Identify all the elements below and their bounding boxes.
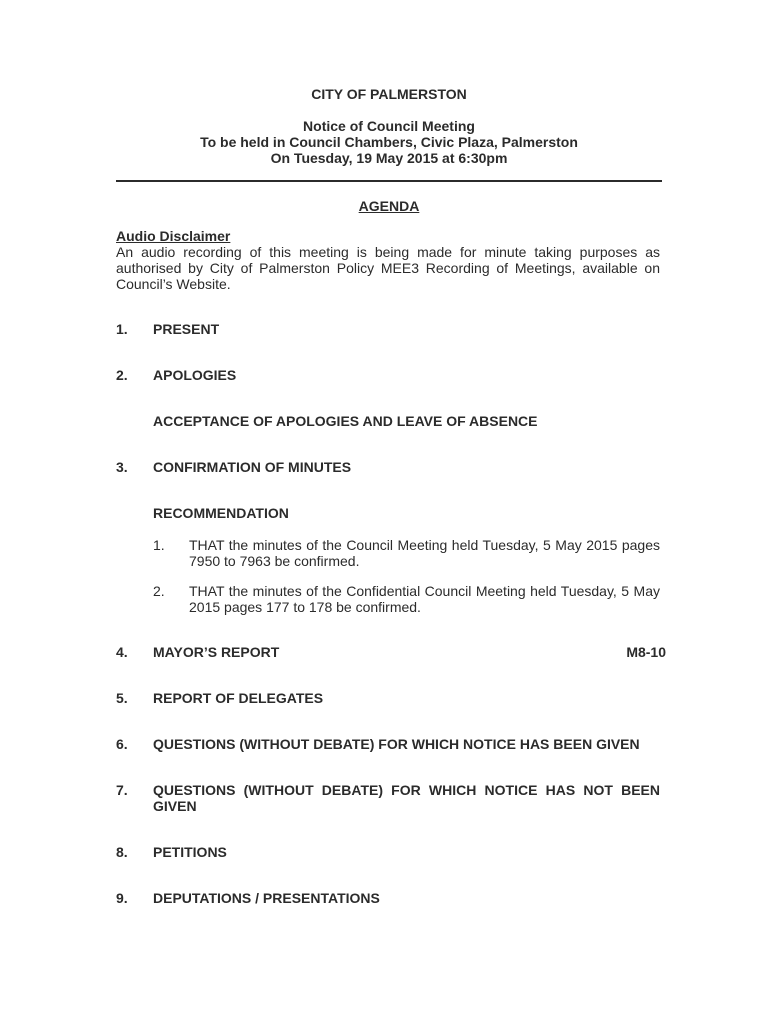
notice-title: Notice of Council Meeting (303, 118, 475, 134)
meeting-location: To be held in Council Chambers, Civic Plaza, Palmerston (200, 134, 578, 150)
item-2-number: 2. (116, 367, 128, 383)
recommendation-1-text: THAT the minutes of the Council Meeting held Tuesday, 5 May 2015 pages 7950 to 7963 be confirmed. (189, 537, 660, 569)
item-9-number: 9. (116, 890, 128, 906)
item-1-title: PRESENT (153, 321, 220, 337)
recommendation-heading: RECOMMENDATION (153, 505, 289, 521)
recommendation-1-number: 1. (153, 537, 165, 553)
item-4-number: 4. (116, 644, 128, 660)
recommendation-2-number: 2. (153, 583, 165, 599)
item-3-title: CONFIRMATION OF MINUTES (153, 459, 352, 475)
item-8-number: 8. (116, 844, 128, 860)
item-2-subheading: ACCEPTANCE OF APOLOGIES AND LEAVE OF ABSENCE (153, 413, 538, 429)
item-7-title: QUESTIONS (WITHOUT DEBATE) FOR WHICH NOTICE HAS NOT BEEN GIVEN (153, 782, 660, 814)
recommendation-2-text: THAT the minutes of the Confidential Council Meeting held Tuesday, 5 May 2015 pages 177 to 178 be confirmed. (189, 583, 660, 615)
item-8-title: PETITIONS (153, 844, 227, 860)
disclaimer-heading: Audio Disclaimer (116, 228, 231, 244)
item-5-title: REPORT OF DELEGATES (153, 690, 324, 706)
item-4-title: MAYOR’S REPORT (153, 644, 280, 660)
header-divider (116, 180, 662, 182)
item-1-number: 1. (116, 321, 128, 337)
item-6-number: 6. (116, 736, 128, 752)
item-9-title: DEPUTATIONS / PRESENTATIONS (153, 890, 380, 906)
meeting-datetime: On Tuesday, 19 May 2015 at 6:30pm (270, 150, 508, 166)
item-2-title: APOLOGIES (153, 367, 237, 383)
agenda-heading: AGENDA (358, 198, 420, 214)
item-3-number: 3. (116, 459, 128, 475)
item-4-reference: M8-10 (626, 644, 666, 660)
item-7-number: 7. (116, 782, 128, 798)
org-title: CITY OF PALMERSTON (311, 86, 467, 102)
item-5-number: 5. (116, 690, 128, 706)
item-6-title: QUESTIONS (WITHOUT DEBATE) FOR WHICH NOTICE HAS BEEN GIVEN (153, 736, 640, 752)
disclaimer-text: An audio recording of this meeting is being made for minute taking purposes as authorised by City of Palmerston Policy MEE3 Recording of Meetings, available on Council’s Website. (116, 244, 660, 292)
